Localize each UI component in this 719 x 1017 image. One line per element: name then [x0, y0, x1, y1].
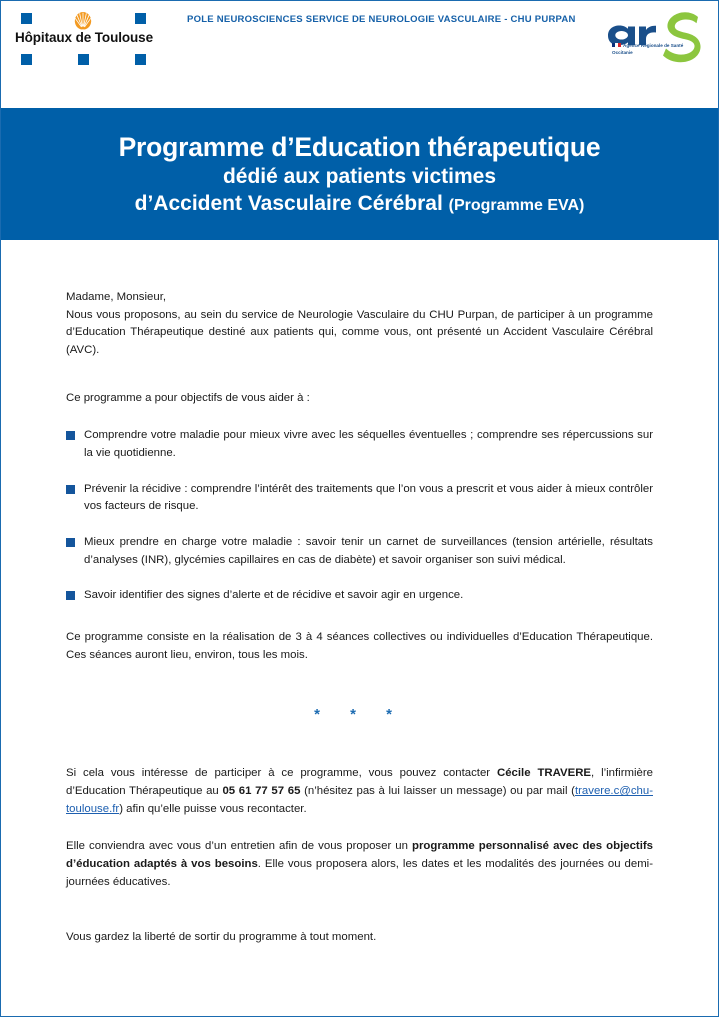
asterisk-separator: * * * — [314, 706, 405, 724]
freedom-paragraph: Vous gardez la liberté de sortir du programme à tout moment. — [66, 931, 377, 944]
banner-title-line2: dédié aux patients victimes — [222, 164, 497, 188]
list-item — [66, 587, 653, 605]
objectives-lead: Ce programme a pour objectifs de vous aider à : — [66, 391, 310, 404]
banner-title-line3-main: d’Accident Vasculaire Cérébral — [134, 192, 449, 216]
interview-paragraph — [66, 838, 653, 891]
ars-wordmark-icon — [606, 7, 706, 69]
logo-square-bottom-middle — [78, 54, 89, 65]
title-banner — [1, 108, 718, 240]
contact-email-link[interactable]: travere.c@chu-toulouse.fr — [66, 785, 653, 815]
list-item — [66, 534, 653, 569]
sessions-paragraph: Ce programme consiste en la réalisation de 3 à 4 séances collectives ou individuelles d’Education Thérapeutique. Ces séances auront lieu, environ, tous les mois. — [66, 631, 653, 661]
ars-subtitle — [612, 43, 698, 55]
banner-title-programme-eva: (Programme EVA) — [448, 197, 585, 215]
logo-square-bottom-left — [21, 54, 32, 65]
letter-body — [66, 289, 653, 947]
list-item — [66, 427, 653, 462]
contact-suffix: ) afin qu’elle puisse vous recontacter. — [119, 802, 307, 815]
list-item-label: Mieux prendre en charge votre maladie : savoir tenir un carnet de surveillances (tension artérielle, résultats d’analyses (INR), glycémies capillaires en cas de diabète) et savoir organiser son suivi médical. — [84, 536, 653, 566]
banner-title-line1: Programme d’Education thérapeutique — [118, 131, 601, 162]
hopitaux-de-toulouse-logo — [13, 9, 155, 67]
shell-icon — [72, 10, 94, 30]
contact-middle-1: , l’infirmière d’Education Thérapeutique au — [66, 767, 653, 798]
bullet-square-icon — [66, 591, 75, 600]
logo-square-bottom-right — [135, 54, 146, 65]
list-item-label: Comprendre votre maladie pour mieux vivre avec les séquelles éventuelles ; comprendre ses répercussions sur la vie quotidienne. — [84, 429, 653, 460]
bullet-square-icon — [66, 538, 75, 547]
document-header — [1, 1, 718, 93]
hopitaux-logo-name: Hôpitaux de Toulouse — [14, 30, 153, 45]
france-flag-icon — [612, 43, 621, 47]
logo-square-top-right — [135, 13, 146, 24]
ars-subtitle-line2: Occitanie — [612, 49, 633, 55]
service-title: POLE NEUROSCIENCES SERVICE DE NEUROLOGIE VASCULAIRE - CHU PURPAN — [187, 14, 576, 25]
salutation: Madame, Monsieur, — [66, 291, 167, 303]
interview-suffix: . Elle vous proposera alors, les dates et les modalités des journées ou demi-journées éducatives. — [66, 858, 654, 888]
intro-paragraph: Nous vous proposons, au sein du service de Neurologie Vasculaire du CHU Purpan, de participer à un programme d’Education Thérapeutique destiné aux patients qui, comme vous, ont présenté un Accident Vasculaire Cérébral (AVC). — [66, 308, 653, 357]
list-item-label: Prévenir la récidive : comprendre l’intérêt des traitements que l’on vous a prescrit et vous aider à mieux contrôler vos facteurs de risque. — [84, 482, 653, 513]
bullet-square-icon — [66, 431, 75, 440]
contact-prefix: Si cela vous intéresse de participer à ce programme, vous pouvez contacter — [66, 767, 497, 780]
ars-subtitle-text1: Agence Régionale de Santé — [623, 43, 684, 48]
objectives-list — [66, 427, 653, 605]
interview-highlight: programme personnalisé avec des objectifs d’éducation adaptés à vos besoins — [66, 840, 653, 871]
contact-middle-2: (n’hésitez pas à lui laisser un message) ou par mail ( — [300, 785, 575, 798]
list-item-label: Savoir identifier des signes d’alerte et de récidive et savoir agir en urgence. — [84, 589, 464, 602]
ars-subtitle-line1 — [612, 43, 698, 49]
interview-prefix: Elle conviendra avec vous d’un entretien afin de vous proposer un — [66, 840, 413, 853]
banner-title-line3 — [135, 191, 585, 216]
list-item — [66, 481, 653, 516]
contact-phone: 05 61 77 57 65 — [222, 785, 301, 798]
contact-paragraph — [66, 765, 653, 818]
contact-name: Cécile TRAVERE — [496, 767, 592, 780]
bullet-square-icon — [66, 485, 75, 494]
logo-square-top-left — [21, 13, 32, 24]
ars-logo — [606, 7, 706, 69]
